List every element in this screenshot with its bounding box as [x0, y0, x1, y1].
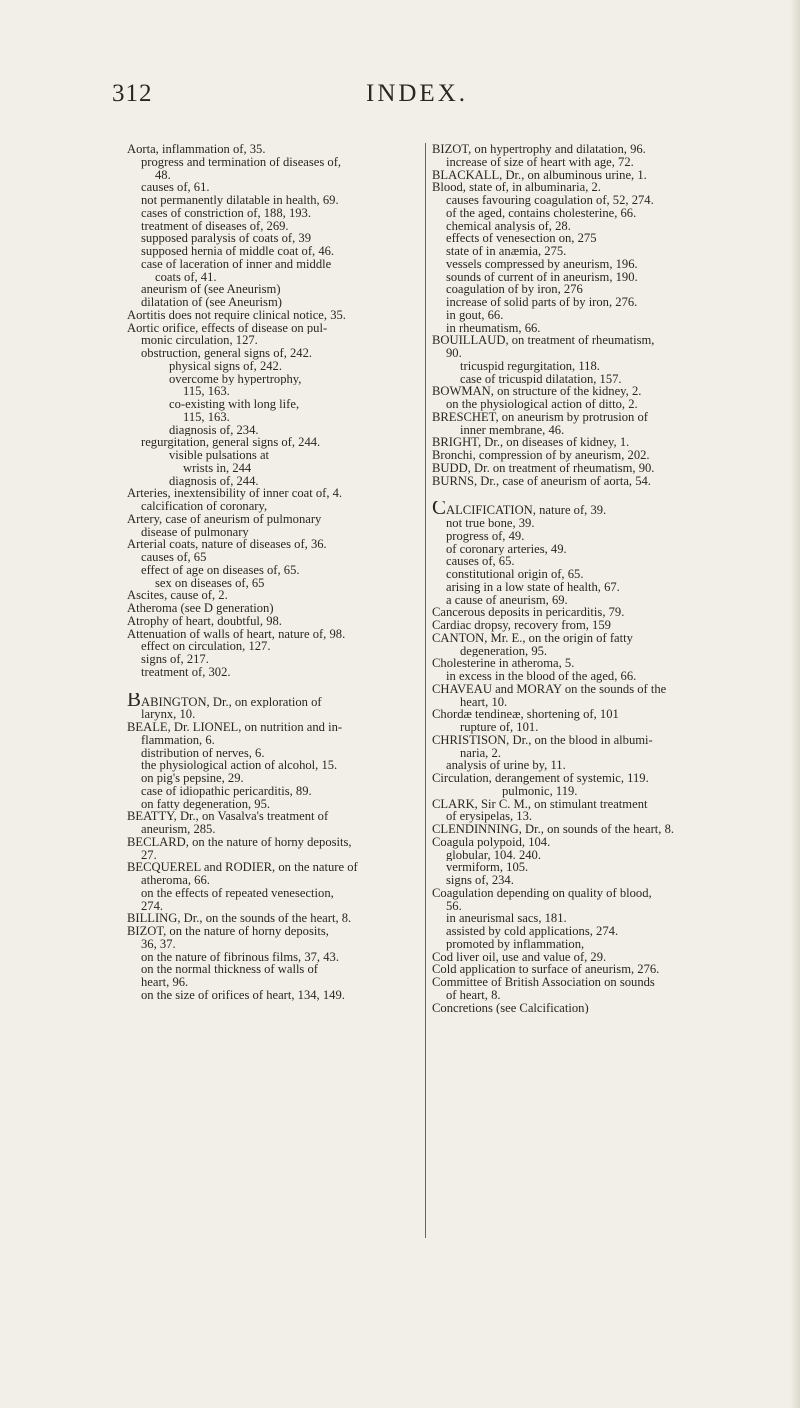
- index-entry-text: Artery, case of aneurism of pulmonary: [127, 512, 322, 526]
- index-entry: [432, 424, 738, 437]
- index-entry-text: Blood, state of, in albuminaria, 2.: [432, 181, 601, 194]
- index-entry-text: cases of constriction of, 188, 193.: [141, 206, 311, 220]
- index-entry: [127, 194, 420, 207]
- index-entry-text: causes of, 65: [141, 551, 207, 564]
- index-entry: [127, 861, 420, 874]
- index-entry: [127, 500, 420, 513]
- index-entry: [432, 619, 738, 632]
- index-entry: [432, 181, 738, 194]
- index-entry-text: sex on diseases of, 65: [155, 576, 265, 590]
- index-entry: [127, 334, 420, 347]
- index-entry-text: CLENDINNING, Dr., on sounds of the heart, 8.: [432, 823, 675, 836]
- index-entry-text: Cold application to surface of aneurism, 276.: [432, 963, 660, 976]
- column-divider: [425, 143, 426, 1238]
- index-entry-text: 115, 163.: [183, 410, 230, 424]
- index-entry: [432, 823, 738, 836]
- index-entry: [432, 543, 738, 556]
- index-entry: [432, 887, 738, 900]
- index-entry: [432, 670, 738, 683]
- index-entry-text: Circulation, derangement of systemic, 119.: [432, 772, 649, 785]
- index-entry: [432, 734, 738, 747]
- index-entry: [127, 564, 420, 577]
- index-entry: [432, 951, 738, 964]
- index-entry: [127, 296, 420, 309]
- index-entry-text: monic circulation, 127.: [141, 334, 258, 347]
- index-entry: [432, 475, 738, 488]
- index-entry: [432, 849, 738, 862]
- index-entry-text: disease of pulmonary: [141, 525, 249, 539]
- index-entry: [127, 721, 420, 734]
- index-entry-text: 90.: [446, 347, 462, 360]
- index-entry-text: naria, 2.: [460, 746, 501, 760]
- index-entry-text: atheroma, 66.: [141, 874, 210, 887]
- index-entry-text: BECQUEREL and RODIER, on the nature of: [127, 861, 358, 874]
- index-entry: [127, 900, 420, 913]
- index-entry: [432, 194, 738, 207]
- index-entry: [432, 976, 738, 989]
- index-entry: [432, 258, 738, 271]
- index-entry: [127, 577, 420, 590]
- index-entry: [432, 322, 738, 335]
- index-entry: [127, 398, 420, 411]
- index-entry-text: not true bone, 39.: [446, 517, 535, 530]
- index-entry-text: co-existing with long life,: [169, 398, 300, 411]
- index-entry-text: globular, 104. 240.: [446, 848, 541, 862]
- index-entry: [127, 513, 420, 526]
- index-entry: [432, 632, 738, 645]
- index-entry-text: ABINGTON, Dr., on exploration of: [141, 694, 322, 709]
- index-entry-text: on fatty degeneration, 95.: [141, 797, 271, 811]
- index-entry: [432, 989, 738, 1002]
- index-entry-text: CLARK, Sir C. M., on stimulant treatment: [432, 797, 648, 811]
- index-entry-text: BOUILLAUD, on treatment of rheumatism,: [432, 334, 655, 347]
- index-entry: [127, 693, 420, 709]
- index-entry-text: BUDD, Dr. on treatment of rheumatism, 90.: [432, 461, 655, 475]
- index-entry-text: CHAVEAU and MORAY on the sounds of the: [432, 682, 667, 696]
- index-entry: [432, 861, 738, 874]
- index-entry-text: Arteries, inextensibility of inner coat of, 4.: [127, 487, 343, 500]
- index-entry: [432, 938, 738, 951]
- index-entry-text: inner membrane, 46.: [460, 423, 565, 437]
- index-entry-text: wrists in, 244: [183, 461, 252, 475]
- index-entry: [432, 772, 738, 785]
- index-entry-text: in excess in the blood of the aged, 66.: [446, 670, 637, 683]
- index-entry-text: on the effects of repeated venesection,: [141, 886, 334, 900]
- index-entry-text: not permanently dilatable in health, 69.: [141, 194, 339, 207]
- index-entry: [127, 449, 420, 462]
- index-entry-text: in rheumatism, 66.: [446, 321, 541, 335]
- index-entry: [127, 487, 420, 500]
- index-entry: [432, 373, 738, 386]
- index-entry-text: vermiform, 105.: [446, 861, 529, 874]
- index-entry-text: obstruction, general signs of, 242.: [141, 347, 313, 360]
- index-entry: [432, 963, 738, 976]
- index-entry: [127, 309, 420, 322]
- index-entry: [432, 398, 738, 411]
- index-entry-text: diagnosis of, 244.: [169, 474, 259, 488]
- index-entry: [432, 810, 738, 823]
- index-entry-text: dilatation of (see Aneurism): [141, 296, 282, 309]
- index-entry: [127, 836, 420, 849]
- index-entry: [432, 900, 738, 913]
- index-entry: [432, 385, 738, 398]
- index-entry: [432, 517, 738, 530]
- index-entry-text: on pig's pepsine, 29.: [141, 772, 244, 785]
- index-entry-text: Ascites, cause of, 2.: [127, 589, 228, 602]
- index-entry: [127, 759, 420, 772]
- index-entry: [127, 245, 420, 258]
- index-entry-text: tricuspid regurgitation, 118.: [460, 359, 600, 373]
- index-entry-text: 56.: [446, 899, 462, 913]
- index-entry-text: CANTON, Mr. E., on the origin of fatty: [432, 631, 633, 645]
- index-entry-text: assisted by cold applications, 274.: [446, 925, 619, 938]
- index-entry: [127, 628, 420, 641]
- index-entry-text: effect on circulation, 127.: [141, 640, 271, 653]
- index-entry: [127, 963, 420, 976]
- index-entry: [432, 1002, 738, 1015]
- index-entry: [432, 143, 738, 156]
- index-entry: [127, 666, 420, 679]
- index-entry: [432, 874, 738, 887]
- index-entry: [432, 296, 738, 309]
- index-entry-text: Atheroma (see D generation): [127, 602, 274, 615]
- index-entry: [432, 232, 738, 245]
- index-entry: [127, 436, 420, 449]
- index-entry: [432, 220, 738, 233]
- index-entry-text: supposed paralysis of coats of, 39: [141, 232, 311, 245]
- index-entry-text: the physiological action of alcohol, 15.: [141, 759, 338, 772]
- index-entry-text: Atrophy of heart, doubtful, 98.: [127, 614, 282, 628]
- index-entry: [127, 181, 420, 194]
- index-entry: [432, 245, 738, 258]
- index-entry: [432, 462, 738, 475]
- index-entry-text: analysis of urine by, 11.: [446, 759, 566, 772]
- index-entry-text: case of tricuspid dilatation, 157.: [460, 372, 622, 386]
- index-entry: [127, 232, 420, 245]
- index-entry: [432, 836, 738, 849]
- index-entry: [432, 912, 738, 925]
- index-entry: [127, 747, 420, 760]
- index-entry: [432, 347, 738, 360]
- index-entry-text: in aneurismal sacs, 181.: [446, 912, 567, 925]
- index-entry-text: Attenuation of walls of heart, nature of, 98.: [127, 627, 346, 641]
- index-entry: [432, 271, 738, 284]
- index-entry: [127, 989, 420, 1002]
- index-entry-text: Coagula polypoid, 104.: [432, 835, 551, 849]
- index-entry-text: CHRISTISON, Dr., on the blood in albumi-: [432, 733, 653, 747]
- index-entry-text: calcification of coronary,: [141, 500, 268, 513]
- index-entry: [127, 785, 420, 798]
- index-entry: [127, 887, 420, 900]
- index-entry-text: BEALE, Dr. LIONEL, on nutrition and in-: [127, 721, 343, 734]
- index-entry-text: ALCIFICATION, nature of, 39.: [446, 503, 607, 517]
- index-entry: [432, 696, 738, 709]
- index-entry: [127, 207, 420, 220]
- index-entry-text: constitutional origin of, 65.: [446, 568, 584, 581]
- index-entry: [127, 156, 420, 169]
- index-entry-text: increase of size of heart with age, 72.: [446, 155, 634, 169]
- index-entry-text: chemical analysis of, 28.: [446, 219, 571, 233]
- index-entry-text: BIZOT, on hypertrophy and dilatation, 96.: [432, 143, 646, 156]
- index-entry-text: BRIGHT, Dr., on diseases of kidney, 1.: [432, 436, 630, 449]
- index-entry: [127, 462, 420, 475]
- index-entry-text: 48.: [155, 168, 171, 182]
- index-entry-text: arising in a low state of health, 67.: [446, 580, 620, 594]
- index-entry-text: Aortitis does not require clinical notice, 35.: [127, 308, 346, 322]
- index-entry-text: BURNS, Dr., case of aneurism of aorta, 54.: [432, 474, 651, 488]
- index-entry-text: diagnosis of, 234.: [169, 423, 259, 437]
- index-entry-text: 274.: [141, 899, 164, 913]
- index-entry: [127, 615, 420, 628]
- index-entry-text: treatment of diseases of, 269.: [141, 219, 289, 233]
- section-initial: B: [127, 692, 142, 709]
- index-entry: [127, 538, 420, 551]
- index-entry: [432, 207, 738, 220]
- index-entry-text: effects of venesection on, 275: [446, 232, 597, 245]
- index-entry: [127, 373, 420, 386]
- index-entry: [432, 555, 738, 568]
- index-entry: [127, 169, 420, 182]
- index-entry-text: causes of, 65.: [446, 555, 515, 568]
- index-entry: [432, 747, 738, 760]
- index-entry: [432, 708, 738, 721]
- index-entry-text: aneurism of (see Aneurism): [141, 283, 281, 296]
- index-entry-text: Cholesterine in atheroma, 5.: [432, 657, 575, 670]
- index-entry-text: supposed hernia of middle coat of, 46.: [141, 245, 335, 258]
- index-entry-text: case of idiopathic pericarditis, 89.: [141, 784, 312, 798]
- index-entry-text: heart, 10.: [460, 695, 508, 709]
- index-entry-text: degeneration, 95.: [460, 644, 548, 658]
- index-entry-text: in gout, 66.: [446, 308, 504, 322]
- index-entry-text: causes of, 61.: [141, 181, 210, 194]
- index-entry: [432, 334, 738, 347]
- index-entry: [127, 258, 420, 271]
- index-entry: [432, 657, 738, 670]
- page-title: INDEX.: [366, 80, 469, 107]
- index-entry-text: of erysipelas, 13.: [446, 810, 533, 823]
- index-column-left: [127, 143, 420, 1002]
- index-entry-text: of the aged, contains cholesterine, 66.: [446, 206, 637, 220]
- index-entry: [432, 283, 738, 296]
- index-entry-text: sounds of current of in aneurism, 190.: [446, 270, 638, 284]
- index-entry-text: progress of, 49.: [446, 529, 525, 543]
- index-entry: [127, 411, 420, 424]
- page-edge-shadow: [790, 0, 800, 1408]
- index-entry: [127, 772, 420, 785]
- index-entry-text: signs of, 234.: [446, 874, 514, 887]
- index-entry: [127, 925, 420, 938]
- index-entry: [127, 143, 420, 156]
- index-entry: [127, 322, 420, 335]
- index-entry-text: Cancerous deposits in pericarditis, 79.: [432, 606, 625, 619]
- index-entry: [127, 849, 420, 862]
- index-entry-text: Cod liver oil, use and value of, 29.: [432, 950, 607, 964]
- index-entry-text: larynx, 10.: [141, 708, 196, 721]
- index-entry: [127, 874, 420, 887]
- index-entry-text: a cause of aneurism, 69.: [446, 593, 568, 607]
- index-entry-text: case of laceration of inner and middle: [141, 257, 332, 271]
- section-gap: [127, 679, 420, 693]
- index-entry-text: on the size of orifices of heart, 134, 149.: [141, 988, 345, 1002]
- index-entry: [432, 645, 738, 658]
- index-entry-text: of heart, 8.: [446, 988, 501, 1002]
- index-entry-text: Committee of British Association on sounds: [432, 976, 655, 989]
- index-entry: [127, 734, 420, 747]
- index-entry-text: treatment of, 302.: [141, 665, 231, 679]
- index-entry: [127, 708, 420, 721]
- index-entry-text: regurgitation, general signs of, 244.: [141, 436, 321, 449]
- index-entry-text: BLACKALL, Dr., on albuminous urine, 1.: [432, 168, 647, 182]
- index-entry-text: progress and termination of diseases of,: [141, 155, 342, 169]
- index-entry: [432, 721, 738, 734]
- index-entry-text: promoted by inflammation,: [446, 937, 585, 951]
- index-entry: [432, 411, 738, 424]
- index-entry-text: Aorta, inflammation of, 35.: [127, 143, 266, 156]
- index-entry: [432, 568, 738, 581]
- index-entry-text: visible pulsations at: [169, 449, 270, 462]
- section-initial: C: [432, 501, 447, 517]
- index-entry: [127, 798, 420, 811]
- index-entry: [127, 283, 420, 296]
- index-entry-text: flammation, 6.: [141, 733, 215, 747]
- index-entry: [127, 551, 420, 564]
- index-entry-text: Chordæ tendineæ, shortening of, 101: [432, 708, 619, 721]
- index-entry: [127, 976, 420, 989]
- index-entry: [432, 606, 738, 619]
- index-entry: [432, 309, 738, 322]
- index-entry-text: physical signs of, 242.: [169, 359, 282, 373]
- index-entry: [127, 653, 420, 666]
- index-entry: [127, 640, 420, 653]
- index-entry: [127, 220, 420, 233]
- section-gap: [432, 487, 738, 501]
- index-entry: [432, 449, 738, 462]
- index-entry-text: coats of, 41.: [155, 270, 217, 284]
- index-entry-text: rupture of, 101.: [460, 721, 539, 734]
- index-entry: [432, 436, 738, 449]
- index-entry: [432, 501, 738, 517]
- index-entry-text: Bronchi, compression of by aneurism, 202.: [432, 449, 650, 462]
- index-entry-text: on the normal thickness of walls of: [141, 963, 318, 976]
- index-entry-text: pulmonic, 119.: [502, 784, 578, 798]
- index-entry: [127, 424, 420, 437]
- index-entry-text: causes favouring coagulation of, 52, 274.: [446, 194, 654, 207]
- index-entry-text: of coronary arteries, 49.: [446, 542, 567, 556]
- index-entry-text: Cardiac dropsy, recovery from, 159: [432, 619, 611, 632]
- index-entry-text: Aortic orifice, effects of disease on pul-: [127, 321, 328, 335]
- index-entry: [127, 589, 420, 602]
- index-entry: [127, 912, 420, 925]
- index-entry-text: BOWMAN, on structure of the kidney, 2.: [432, 385, 642, 398]
- index-entry: [127, 526, 420, 539]
- index-entry-text: vessels compressed by aneurism, 196.: [446, 257, 638, 271]
- index-entry-text: on the physiological action of ditto, 2.: [446, 398, 638, 411]
- index-entry: [432, 785, 738, 798]
- index-entry-text: effect of age on diseases of, 65.: [141, 563, 300, 577]
- index-entry-text: overcome by hypertrophy,: [169, 372, 302, 386]
- index-entry-text: aneurism, 285.: [141, 823, 216, 836]
- index-entry: [127, 360, 420, 373]
- index-entry: [432, 594, 738, 607]
- index-entry-text: 115, 163.: [183, 385, 230, 398]
- index-entry: [432, 581, 738, 594]
- index-entry: [127, 347, 420, 360]
- index-entry-text: BILLING, Dr., on the sounds of the heart, 8.: [127, 912, 352, 925]
- index-entry: [432, 925, 738, 938]
- index-entry-text: state of in anæmia, 275.: [446, 245, 567, 258]
- index-entry: [127, 385, 420, 398]
- index-entry: [432, 759, 738, 772]
- index-entry-text: increase of solid parts of by iron, 276.: [446, 296, 638, 309]
- index-entry-text: 36, 37.: [141, 937, 176, 951]
- index-entry: [127, 602, 420, 615]
- index-entry-text: distribution of nerves, 6.: [141, 746, 265, 760]
- index-entry: [432, 530, 738, 543]
- index-entry: [127, 475, 420, 488]
- index-entry-text: BRESCHET, on aneurism by protrusion of: [432, 410, 648, 424]
- index-entry-text: heart, 96.: [141, 976, 189, 989]
- index-entry: [432, 683, 738, 696]
- index-entry: [432, 169, 738, 182]
- index-entry-text: on the nature of fibrinous films, 37, 43.: [141, 950, 339, 964]
- index-entry: [127, 271, 420, 284]
- index-entry: [127, 810, 420, 823]
- index-entry-text: BECLARD, on the nature of horny deposits,: [127, 835, 352, 849]
- index-entry-text: 27.: [141, 848, 157, 862]
- index-entry-text: BIZOT, on the nature of horny deposits,: [127, 925, 329, 938]
- index-entry-text: signs of, 217.: [141, 653, 209, 666]
- index-column-right: [432, 143, 738, 1014]
- page-number: 312: [112, 80, 153, 107]
- index-entry-text: BEATTY, Dr., on Vasalva's treatment of: [127, 810, 329, 823]
- index-entry-text: Arterial coats, nature of diseases of, 36.: [127, 538, 327, 551]
- index-entry: [432, 360, 738, 373]
- index-entry-text: coagulation of by iron, 276: [446, 283, 583, 296]
- index-entry-text: Concretions (see Calcification): [432, 1001, 589, 1015]
- index-entry: [127, 823, 420, 836]
- index-entry: [432, 798, 738, 811]
- index-entry: [432, 156, 738, 169]
- index-entry-text: Coagulation depending on quality of blood,: [432, 886, 652, 900]
- index-entry: [127, 951, 420, 964]
- index-entry: [127, 938, 420, 951]
